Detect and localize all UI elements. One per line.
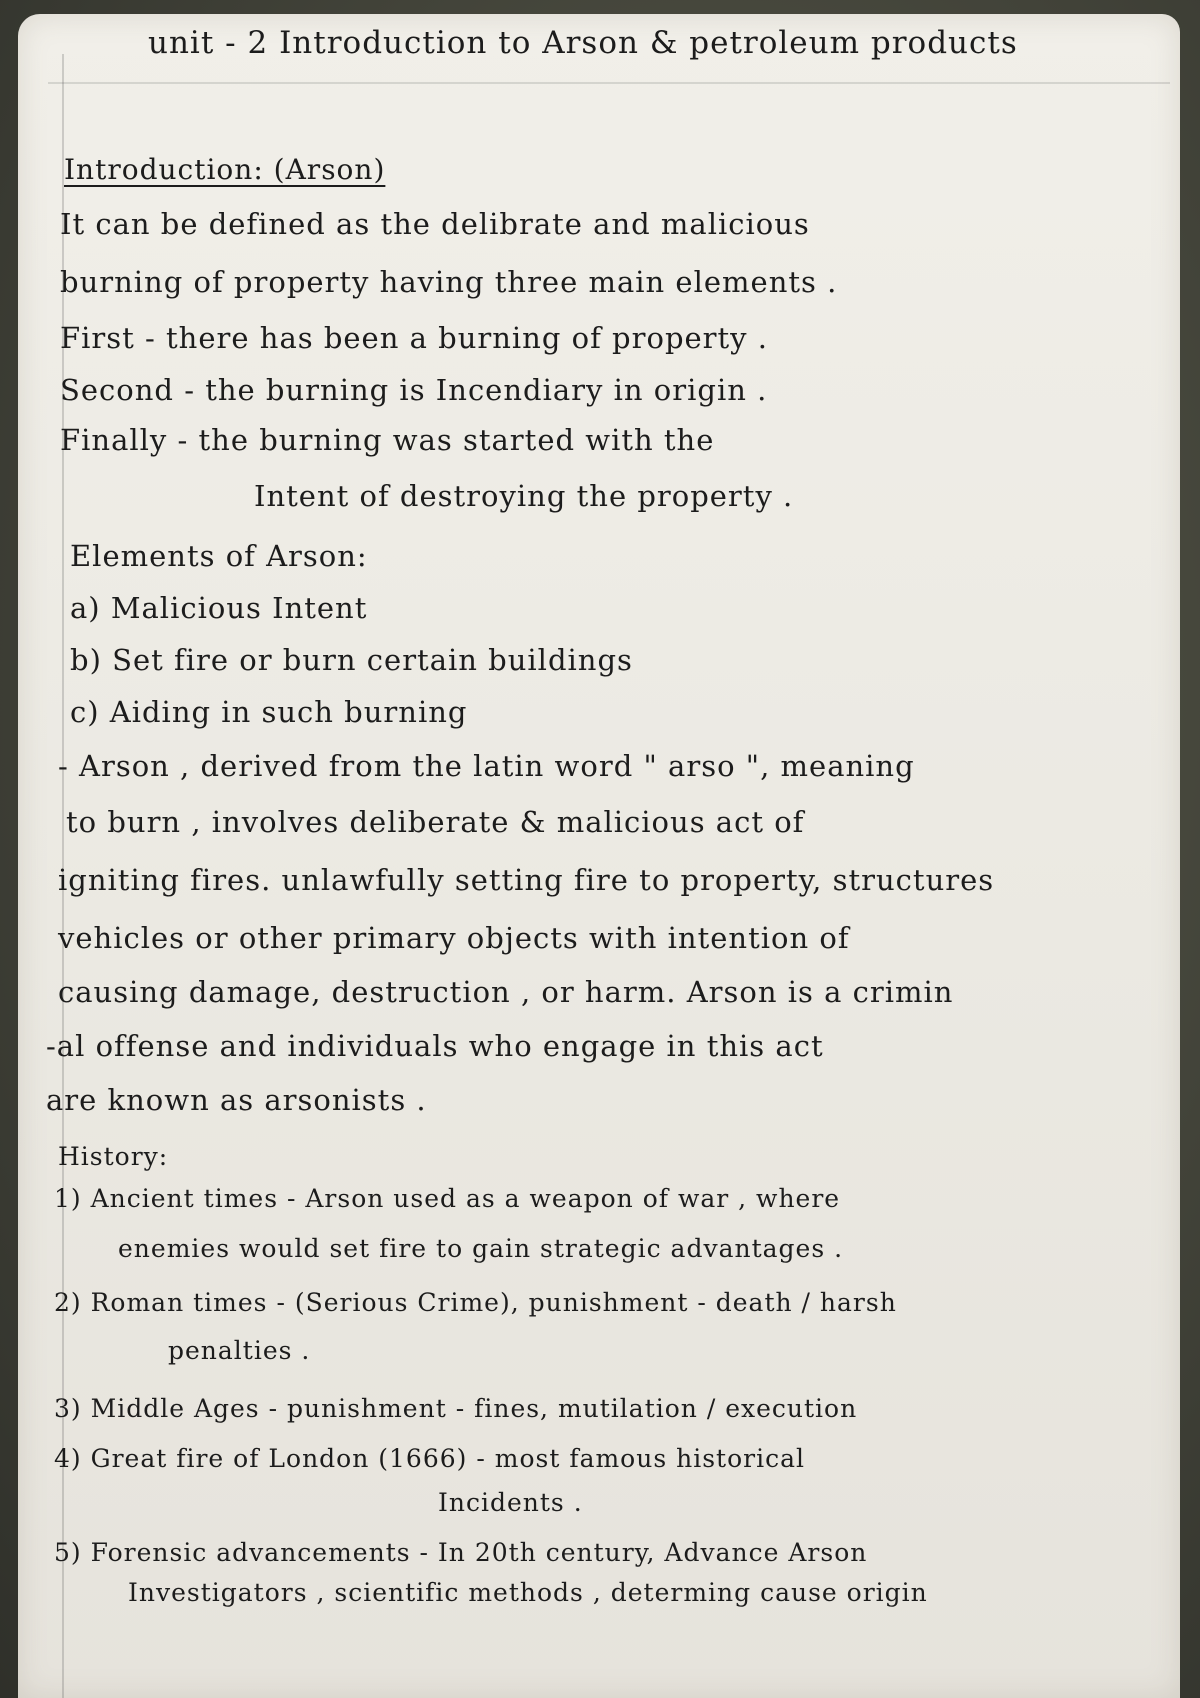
arson-paragraph-line: -al offense and individuals who engage in this act — [46, 1029, 824, 1063]
history-heading: History: — [58, 1142, 169, 1171]
arson-paragraph-line: causing damage, destruction , or harm. Arson is a crimin — [58, 975, 954, 1009]
arson-paragraph-line: igniting fires. unlawfully setting fire to property, structures — [58, 863, 995, 897]
history-item: 2) Roman times - (Serious Crime), punishment - death / harsh — [54, 1288, 897, 1317]
definition-line: burning of property having three main elements . — [60, 265, 838, 299]
history-item: 1) Ancient times - Arson used as a weapon of war , where — [54, 1184, 841, 1213]
history-item: Incidents . — [438, 1488, 583, 1517]
page-title: unit - 2 Introduction to Arson & petroleum products — [148, 25, 1018, 61]
intro-heading: Introduction: (Arson) — [64, 153, 386, 186]
arson-paragraph-line: vehicles or other primary objects with intention of — [58, 921, 850, 955]
definition-line: Intent of destroying the property . — [254, 479, 794, 513]
definition-line: Second - the burning is Incendiary in origin . — [60, 373, 768, 407]
element-item: c) Aiding in such burning — [70, 695, 468, 729]
element-item: b) Set fire or burn certain buildings — [70, 643, 633, 677]
definition-line: Finally - the burning was started with the — [60, 423, 715, 457]
history-item: enemies would set fire to gain strategic advantages . — [118, 1234, 844, 1263]
arson-paragraph-line: to burn , involves deliberate & malicious act of — [66, 805, 805, 839]
arson-paragraph-line: - Arson , derived from the latin word " arso ", meaning — [58, 749, 915, 783]
history-item: 4) Great fire of London (1666) - most famous historical — [54, 1444, 805, 1473]
notebook-page — [18, 14, 1180, 1698]
history-item: penalties . — [168, 1336, 311, 1365]
definition-line: It can be defined as the delibrate and malicious — [60, 207, 810, 241]
element-item: a) Malicious Intent — [70, 591, 368, 625]
arson-paragraph-line: are known as arsonists . — [46, 1083, 427, 1117]
history-item: Investigators , scientific methods , determing cause origin — [128, 1578, 928, 1607]
elements-heading: Elements of Arson: — [70, 539, 368, 573]
definition-line: First - there has been a burning of property . — [60, 321, 769, 355]
header-rule — [48, 82, 1170, 84]
history-item: 3) Middle Ages - punishment - fines, mutilation / execution — [54, 1394, 858, 1423]
history-item: 5) Forensic advancements - In 20th century, Advance Arson — [54, 1538, 868, 1567]
